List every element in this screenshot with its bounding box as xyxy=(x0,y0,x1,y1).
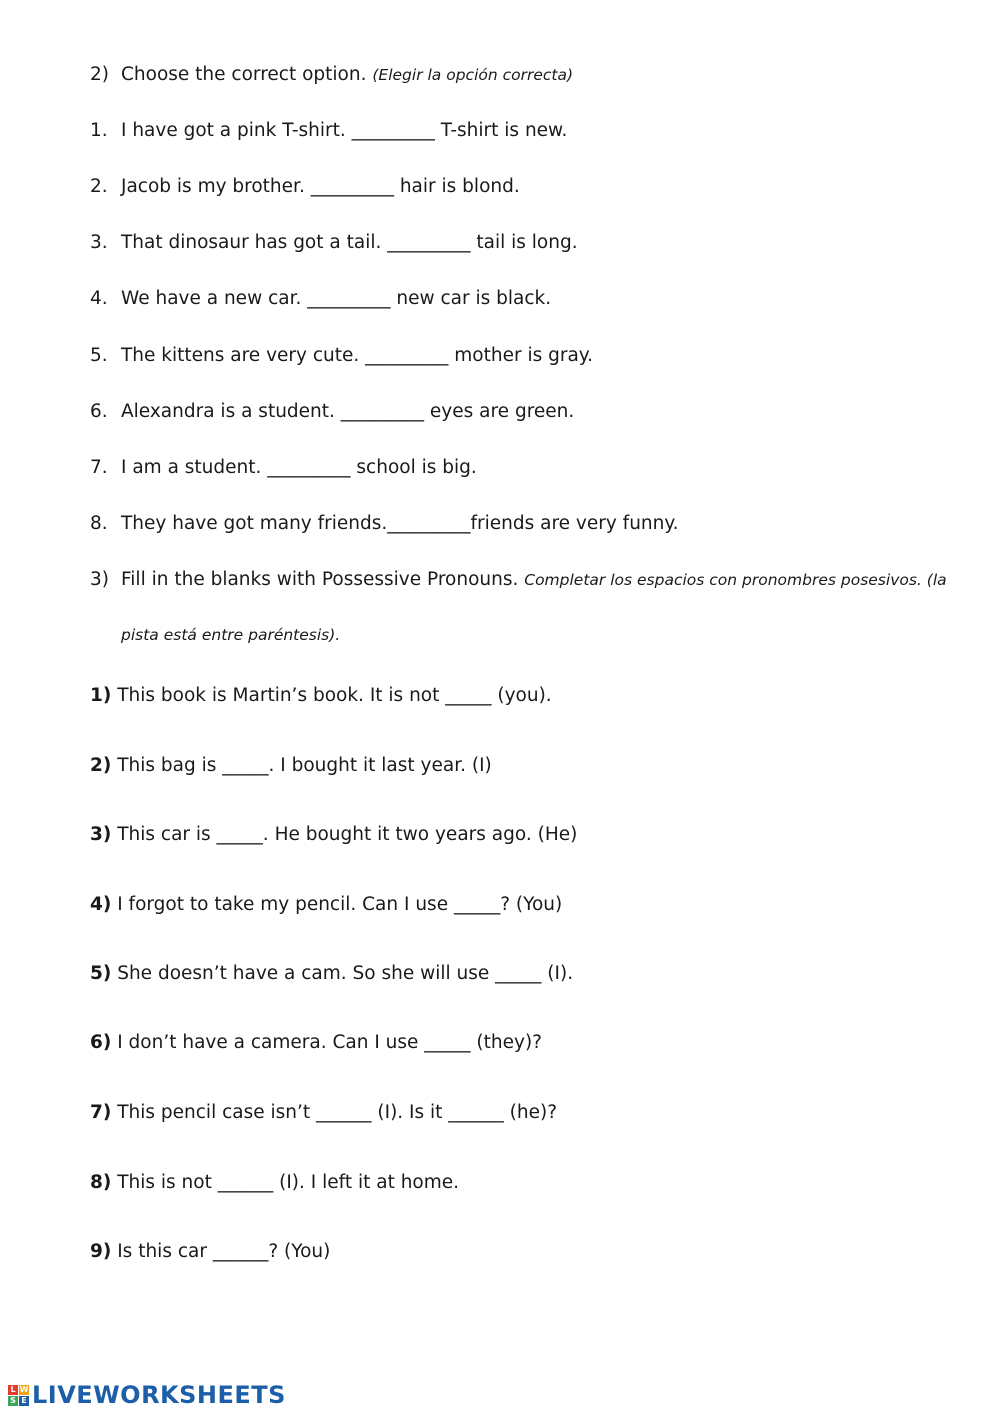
list-item xyxy=(90,345,593,367)
item-text: I have got a pink T-shirt. _________ T-shirt is new. xyxy=(121,120,568,141)
item-number: 4. xyxy=(90,288,108,309)
section3-title: Fill in the blanks with Possessive Pronouns. xyxy=(121,569,519,590)
list-item xyxy=(90,1032,542,1054)
list-item xyxy=(90,513,679,535)
logo-mark-icon xyxy=(8,1385,29,1406)
logo-text: LIVEWORKSHEETS xyxy=(32,1381,286,1409)
item-text: That dinosaur has got a tail. _________ tail is long. xyxy=(121,232,578,253)
list-item xyxy=(90,963,573,985)
item-number: 7. xyxy=(90,457,108,478)
item-number: 9) xyxy=(90,1241,112,1262)
logo-mark-letter: L xyxy=(8,1385,18,1395)
item-text: This is not ______ (I). I left it at home. xyxy=(117,1172,460,1193)
section2-title: Choose the correct option. xyxy=(121,64,367,85)
item-text: This book is Martin’s book. It is not _____ (you). xyxy=(117,685,552,706)
item-number: 8. xyxy=(90,513,108,534)
item-number: 6) xyxy=(90,1032,112,1053)
item-text: I forgot to take my pencil. Can I use _____? (You) xyxy=(117,894,563,915)
section3-note-line2: pista está entre paréntesis). xyxy=(121,626,341,644)
item-text: We have a new car. _________ new car is black. xyxy=(121,288,552,309)
section3-heading xyxy=(90,569,947,591)
item-text: This pencil case isn’t ______ (I). Is it ______ (he)? xyxy=(117,1102,558,1123)
item-text: They have got many friends._________friends are very funny. xyxy=(121,513,679,534)
list-item xyxy=(90,1241,330,1263)
list-item xyxy=(90,1102,557,1124)
item-text: Alexandra is a student. _________ eyes are green. xyxy=(121,401,575,422)
item-number: 3. xyxy=(90,232,108,253)
list-item xyxy=(90,685,552,707)
item-text: Jacob is my brother. _________ hair is blond. xyxy=(121,176,520,197)
item-number: 5. xyxy=(90,345,108,366)
item-number: 1) xyxy=(90,685,112,706)
list-item xyxy=(90,401,574,423)
item-text: I am a student. _________ school is big. xyxy=(121,457,477,478)
item-text: Is this car ______? (You) xyxy=(117,1241,331,1262)
logo-mark-letter: S xyxy=(8,1396,18,1406)
item-text: I don’t have a camera. Can I use _____ (they)? xyxy=(117,1032,542,1053)
item-number: 5) xyxy=(90,963,112,984)
list-item xyxy=(90,824,577,846)
list-item xyxy=(90,457,477,479)
item-number: 8) xyxy=(90,1172,112,1193)
logo-mark-letter: W xyxy=(19,1385,29,1394)
item-number: 7) xyxy=(90,1102,112,1123)
liveworksheets-logo[interactable] xyxy=(8,1380,286,1410)
item-text: She doesn’t have a cam. So she will use _____ (I). xyxy=(117,963,574,984)
list-item xyxy=(90,232,578,254)
list-item xyxy=(90,288,551,310)
section2-number: 2) xyxy=(90,64,109,85)
section3-note-line1: Completar los espacios con pronombres posesivos. (la xyxy=(524,571,947,589)
logo-mark-letter: E xyxy=(19,1396,29,1406)
item-number: 1. xyxy=(90,120,108,141)
item-text: This bag is _____. I bought it last year. (I) xyxy=(117,755,492,776)
list-item xyxy=(90,755,492,777)
section2-heading xyxy=(90,64,573,86)
item-text: This car is _____. He bought it two years ago. (He) xyxy=(117,824,578,845)
list-item xyxy=(90,1172,459,1194)
list-item xyxy=(90,176,520,198)
item-number: 4) xyxy=(90,894,112,915)
section3-note-continuation xyxy=(121,624,340,646)
item-text: The kittens are very cute. _________ mother is gray. xyxy=(121,345,593,366)
list-item xyxy=(90,894,562,916)
section3-number: 3) xyxy=(90,569,109,590)
item-number: 2) xyxy=(90,755,112,776)
item-number: 6. xyxy=(90,401,108,422)
item-number: 3) xyxy=(90,824,112,845)
section2-note: (Elegir la opción correcta) xyxy=(372,66,574,84)
list-item xyxy=(90,120,567,142)
item-number: 2. xyxy=(90,176,108,197)
